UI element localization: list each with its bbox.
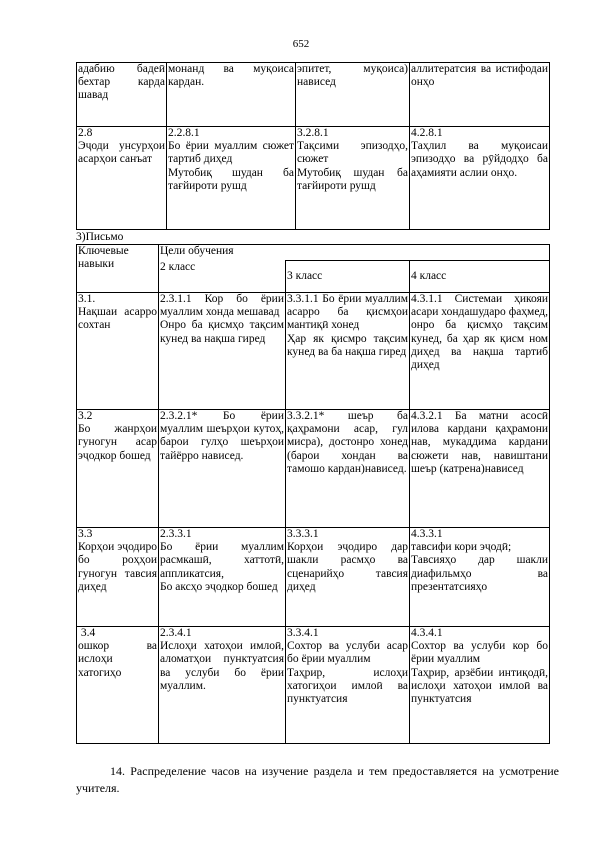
table-cell: 4.3.4.1 Сохтор ва услуби кор бо ёрии муаллим Таҳрир, арзёбии интиқодӣ, ислоҳи хатоҳои имлоӣ ва пунктуатсия [410,627,550,744]
table-header-row [77,245,550,261]
table-cell: 3.3.2.1* шеър ба қаҳрамони асар, гул мисра), достонро хонед (барои хондан ва тамошо кардан)нависед. [286,410,410,528]
table-cell: аллитератсия ва истифодаи онҳо [410,63,550,127]
table-row [77,63,550,127]
table-row [77,627,550,744]
table-row [77,528,550,627]
header-grade-3: 3 класс [286,261,410,293]
table-row [77,127,550,230]
table-cell: 4.3.1.1 Системаи ҳикояи асари хондашударо фаҳмед, онро ба қисмҳо тақсим кунед, ба ҳар як қисм ном диҳед ва нақша тартиб диҳед [410,293,550,410]
table-cell: 2.3.4.1 Ислоҳи хатоҳои имлоӣ, аломатҳои пунктуатсия ва услуби бо ёрии муаллим. [159,627,286,744]
table-cell: 2.3.1.1 Кор бо ёрии муаллим хонда мешавад Онро ба қисмҳо тақсим кунед ва нақша гиред [159,293,286,410]
table-cell: 3.3 Корҳои эҷодиро бо роҳҳои гуногун тавсия диҳед [77,528,159,627]
table-cell: 4.2.8.1 Таҳлил ва муқоисаи эпизодҳо ва рӯйдодҳо ба аҳамияти аслии онҳо. [410,127,550,230]
table-cell: 4.3.3.1 тавсифи кори эҷодӣ; Тавсияҳо дар шакли диафильмҳо ва презентатсияҳо [410,528,550,627]
header-learning-goals: Цели обучения [159,245,550,261]
table-row [77,293,550,410]
table-cell: 3.1. Нақшаи асарро сохтан [77,293,159,410]
table-cell: эпитет, муқоиса) нависед [296,63,410,127]
table-cell: адабию бадеӣ бехтар карда шавад [77,63,167,127]
table-cell: 4.3.2.1 Ба матни асосӣ илова кардани қаҳрамони нав, мукаддима кардани сюжети нав, навиштани шеър (катрена)нависед [410,410,550,528]
table-cell: 3.3.4.1 Сохтор ва услуби асар бо ёрии муаллим Таҳрир, ислоҳи хатогиҳои имлоӣ ва пунктуатсия [286,627,410,744]
header-grade-4: 4 класс [410,261,550,293]
table-cell: 2.3.3.1 Бо ёрии муаллим расмкашӣ, хаттотӣ, аппликатсия, Бо аксҳо эҷодкор бошед [159,528,286,627]
page-number: 652 [292,38,310,50]
footnote-paragraph: 14. Распределение часов на изучение раздела и тем предоставляется на усмотрение учителя. [76,764,559,795]
table-cell: 3.4 ошкор ва ислоҳи хатогиҳо [77,627,159,744]
table-cell: 3.2.8.1 Тақсими эпизодҳо, сюжет Мутобиқ шудан ба тағйироти рушд [296,127,410,230]
table-row [77,410,550,528]
table-cell: 2.2.8.1 Бо ёрии муаллим сюжет тартиб диҳед Мутобиқ шудан ба тағйироти рушд [167,127,296,230]
table-cell: 3.3.3.1 Корҳои эҷодиро дар шакли расмҳо ва сценарийҳо тавсия диҳед [286,528,410,627]
table-cell: 2.8 Эҷоди унсурҳои асарҳои санъат [77,127,167,230]
header-grade-2: 2 класс [159,261,286,293]
table-cell: 2.3.2.1* Бо ёрии муаллим шеърҳои кутоҳ, барои гулҳо шеърҳои тайёрро нависед. [159,410,286,528]
table-cell: 3.3.1.1 Бо ёрии муаллим асарро ба қисмҳои мантиқӣ хонед Ҳар як қисмро тақсим кунед ва ба нақша гиред [286,293,410,410]
header-key-skills: Ключевые навыки [77,245,159,293]
table-cell: 3.2 Бо жанрҳои гуногун асар эҷодкор бошед [77,410,159,528]
learning-goals-table [76,244,550,744]
table-cell: монанд ва муқоиса кардан. [167,63,296,127]
section-label: 3)Письмо [76,231,124,243]
top-table [76,62,550,230]
